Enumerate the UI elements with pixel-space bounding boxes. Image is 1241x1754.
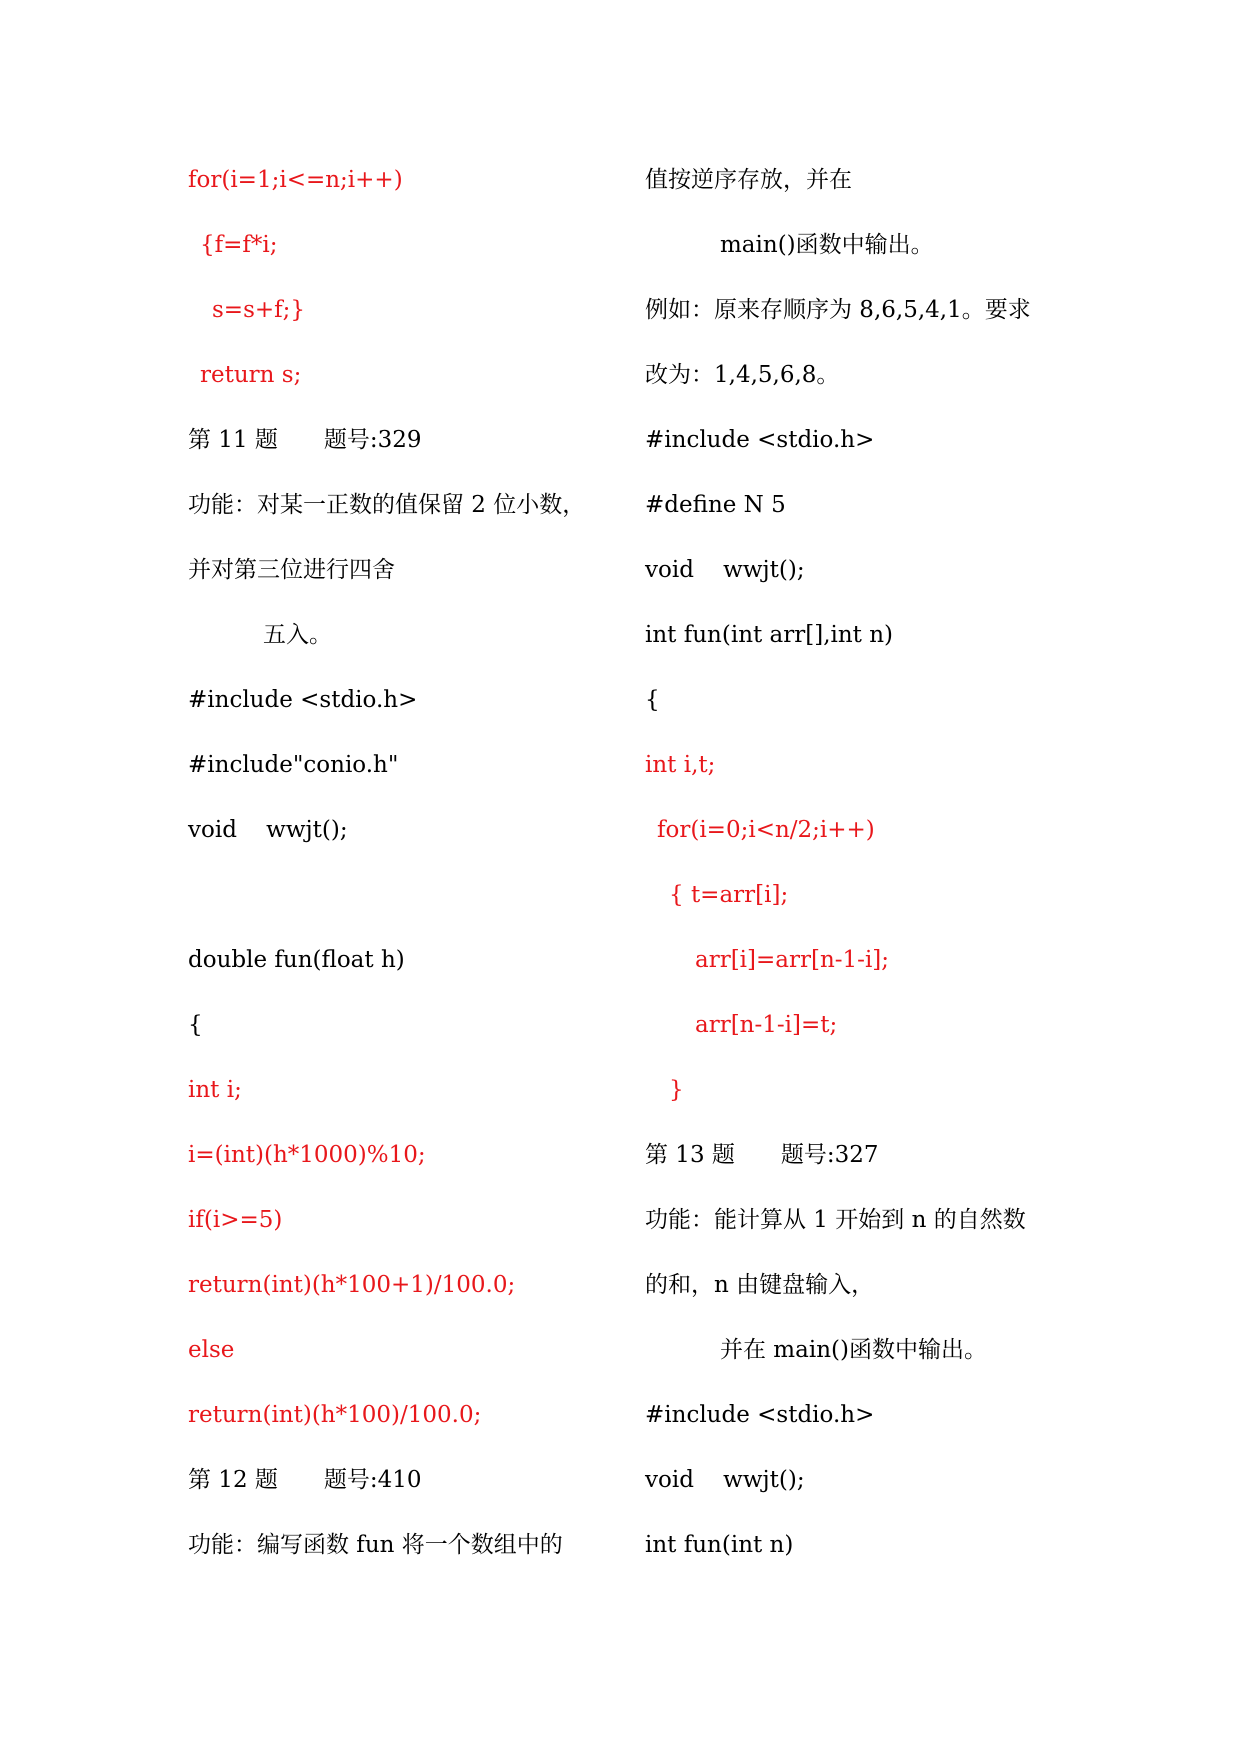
text-line bbox=[188, 878, 608, 943]
text-line: main()函数中输出。 bbox=[720, 232, 934, 258]
code-line-highlighted: arr[n-1-i]=t; bbox=[695, 1012, 838, 1038]
text-line: 功能：编写函数 fun 将一个数组中的 bbox=[188, 1532, 563, 1558]
text-line: #include <stdio.h> bbox=[645, 427, 875, 453]
text-line: int fun(int arr[],int n) bbox=[645, 622, 894, 648]
text-line: #include <stdio.h> bbox=[188, 687, 418, 713]
code-line-highlighted: } bbox=[669, 1077, 684, 1103]
code-line-highlighted: return s; bbox=[200, 362, 302, 388]
text-line: 功能：对某一正数的值保留 2 位小数， bbox=[188, 492, 586, 518]
text-line: #include"conio.h" bbox=[188, 752, 399, 778]
code-line-highlighted: for(i=0;i<n/2;i++) bbox=[657, 817, 875, 843]
text-line: int fun(int n) bbox=[645, 1532, 794, 1558]
text-line: 的和，n 由键盘输入， bbox=[645, 1272, 875, 1298]
code-line-highlighted: for(i=1;i<=n;i++) bbox=[188, 167, 403, 193]
code-line-highlighted: return(int)(h*100+1)/100.0; bbox=[188, 1272, 516, 1298]
code-line-highlighted: arr[i]=arr[n-1-i]; bbox=[695, 947, 890, 973]
text-line: 功能：能计算从 1 开始到 n 的自然数 bbox=[645, 1207, 1026, 1233]
right-column bbox=[645, 163, 1085, 1593]
text-line: 并在 main()函数中输出。 bbox=[720, 1337, 987, 1363]
code-line-highlighted: s=s+f;} bbox=[212, 297, 306, 323]
text-line: 例如：原来存顺序为 8,6,5,4,1。要求 bbox=[645, 297, 1031, 323]
code-line-highlighted: return(int)(h*100)/100.0; bbox=[188, 1402, 482, 1428]
text-line: #define N 5 bbox=[645, 492, 786, 518]
text-line: void wwjt(); bbox=[188, 817, 348, 843]
code-line-highlighted: {f=f*i; bbox=[200, 232, 278, 258]
left-column bbox=[188, 163, 608, 1593]
code-line-highlighted: else bbox=[188, 1337, 235, 1363]
text-line: void wwjt(); bbox=[645, 1467, 805, 1493]
text-line: 改为：1,4,5,6,8。 bbox=[645, 362, 840, 388]
code-line-highlighted: int i,t; bbox=[645, 752, 716, 778]
code-line-highlighted: i=(int)(h*1000)%10; bbox=[188, 1142, 426, 1168]
text-line: 值按逆序存放，并在 bbox=[645, 167, 852, 193]
text-line: 第 12 题 题号:410 bbox=[188, 1467, 422, 1493]
code-line-highlighted: if(i>=5) bbox=[188, 1207, 283, 1233]
text-line: { bbox=[645, 687, 660, 713]
text-line: 第 11 题 题号:329 bbox=[188, 427, 422, 453]
text-line: #include <stdio.h> bbox=[645, 1402, 875, 1428]
code-line-highlighted: int i; bbox=[188, 1077, 242, 1103]
text-line: void wwjt(); bbox=[645, 557, 805, 583]
code-line-highlighted: { t=arr[i]; bbox=[669, 882, 789, 908]
text-line: { bbox=[188, 1012, 203, 1038]
text-line: 第 13 题 题号:327 bbox=[645, 1142, 879, 1168]
text-line: double fun(float h) bbox=[188, 947, 405, 973]
text-line: 并对第三位进行四舍 bbox=[188, 557, 395, 583]
text-line: 五入。 bbox=[263, 622, 332, 648]
